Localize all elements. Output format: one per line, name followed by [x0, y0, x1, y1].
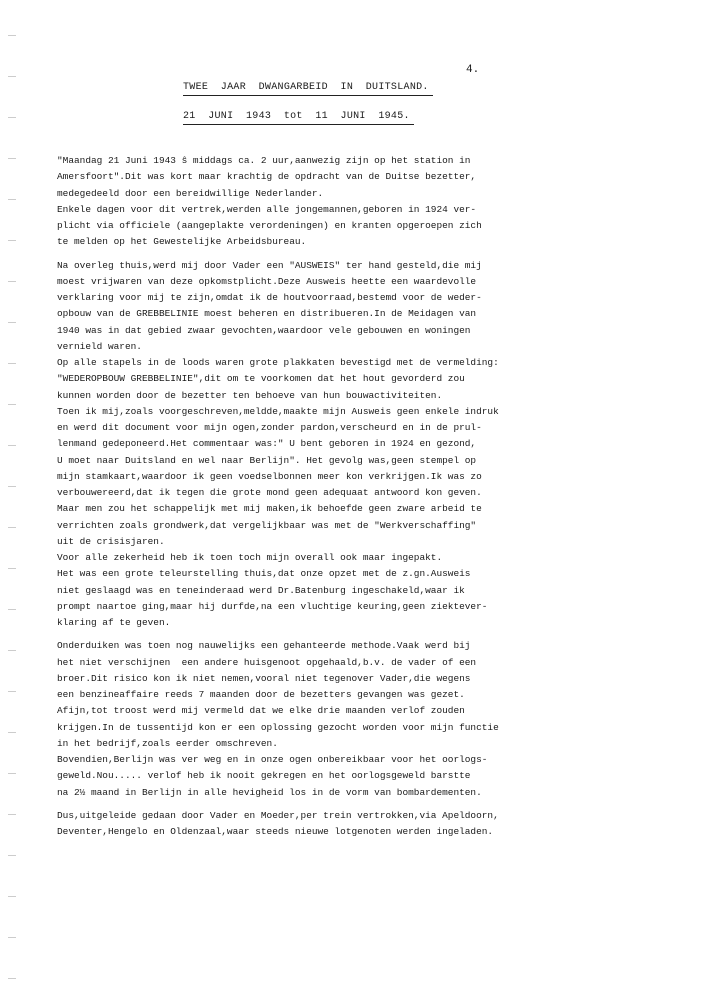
text-line: Dus,uitgeleide gedaan door Vader en Moeder,per trein vertrokken,via Apeldoorn, — [57, 809, 499, 821]
margin-tick — [8, 35, 16, 36]
margin-tick — [8, 855, 16, 856]
margin-tick — [8, 199, 16, 200]
text-line: Voor alle zekerheid heb ik toen toch mijn overall ook maar ingepakt. — [57, 552, 443, 563]
margin-tick — [8, 322, 16, 323]
margin-tick — [8, 281, 16, 282]
document-title: TWEE JAAR DWANGARBEID IN DUITSLAND. — [183, 82, 433, 96]
text-line: Het was een grote teleurstelling thuis,dat onze opzet met de z.gn.Ausweis — [57, 568, 471, 580]
text-line: geweld.Nou..... verlof heb ik nooit gekregen en het oorlogsgeweld barstte — [57, 770, 471, 782]
text-line: opbouw van de GREBBELINIE moest beheren en distribueren.In de Meidagen van — [57, 308, 477, 320]
text-line: niet geslaagd was en teneinderaad werd Dr.Batenburg ingeschakeld,waar ik — [57, 584, 465, 596]
text-line: "Maandag 21 Juni 1943 ŝ middags ca. 2 uur,aanwezig zijn op het station in — [57, 155, 471, 166]
paragraph-gap — [57, 631, 677, 638]
margin-tick — [8, 568, 16, 569]
paragraph — [57, 808, 677, 841]
text-line: verklaring voor mij te zijn,omdat ik de houtvoorraad,bestemd voor de weder- — [57, 292, 482, 303]
paragraph-gap — [57, 251, 677, 258]
text-line: klaring af te geven. — [57, 617, 171, 628]
margin-tick — [8, 937, 16, 938]
text-line: 1940 was in dat gebied zwaar gevochten,waardoor vele gebouwen en woningen — [57, 324, 471, 336]
margin-tick — [8, 445, 16, 446]
margin-tick — [8, 650, 16, 651]
text-line: prompt naartoe ging,maar hij durfde,na een vluchtige keuring,geen ziektever- — [57, 600, 488, 612]
text-line: Na overleg thuis,werd mij door Vader een "AUSWEIS" ter hand gesteld,die mij — [57, 259, 482, 271]
text-line: verrichten zoals grondwerk,dat vergelijkbaar was met de "Werkverschaffing" — [57, 519, 477, 531]
text-line: verbouwereerd,dat ik tegen die grote mond geen adequaat antwoord kon geven. — [57, 487, 482, 498]
text-line: het niet verschijnen een andere huisgenoot opgehaald,b.v. de vader of een — [57, 656, 477, 668]
margin-tick — [8, 978, 16, 979]
margin-tick — [8, 117, 16, 118]
text-line: Op alle stapels in de loods waren grote plakkaten bevestigd met de vermelding: — [57, 357, 499, 368]
margin-tick — [8, 773, 16, 774]
margin-tick — [8, 486, 16, 487]
text-line: Amersfoort".Dit was kort maar krachtig de opdracht van de Duitse bezetter, — [57, 171, 477, 183]
text-line: Enkele dagen voor dit vertrek,werden alle jongemannen,geboren in 1924 ver- — [57, 203, 477, 215]
margin-tick — [8, 158, 16, 159]
margin-tick — [8, 691, 16, 692]
margin-tick — [8, 896, 16, 897]
text-line: "WEDEROPBOUW GREBBELINIE",dit om te voorkomen dat het hout gevorderd zou — [57, 373, 465, 385]
text-line: Afijn,tot troost werd mij vermeld dat we elke drie maanden verlof zouden — [57, 705, 465, 717]
text-line: een benzineaffaire reeds 7 maanden door de bezetters gevangen was gezet. — [57, 689, 465, 700]
text-line: vernield waren. — [57, 340, 142, 352]
margin-tick — [8, 814, 16, 815]
page-number: 4. — [466, 64, 480, 76]
text-line: uit de crisisjaren. — [57, 535, 165, 547]
margin-tick — [8, 363, 16, 364]
margin-tick — [8, 732, 16, 733]
text-line: Bovendien,Berlijn was ver weg en in onze ogen onbereikbaar voor het oorlogs- — [57, 754, 488, 765]
text-line: Deventer,Hengelo en Oldenzaal,waar steeds nieuwe lotgenoten werden ingeladen. — [57, 826, 494, 837]
text-line: Maar men zou het schappelijk met mij maken,ik behoefde geen zware arbeid te — [57, 503, 482, 515]
text-line: te melden op het Gewestelijke Arbeidsbureau. — [57, 236, 307, 248]
document-body — [57, 153, 677, 840]
paragraph — [57, 258, 677, 632]
text-line: in het bedrijf,zoals eerder omschreven. — [57, 737, 278, 749]
text-line: Onderduiken was toen nog nauwelijks een gehanteerde methode.Vaak werd bij — [57, 640, 471, 652]
text-line: mijn stamkaart,waardoor ik geen voedselbonnen meer kon verkrijgen.Ik was zo — [57, 470, 482, 482]
text-line: na 2½ maand in Berlijn in alle hevigheid los in de vorm van bombardementen. — [57, 786, 482, 798]
text-line: moest vrijwaren van deze opkomstplicht.Deze Ausweis heette een waardevolle — [57, 275, 477, 287]
margin-tick — [8, 404, 16, 405]
margin-tick — [8, 240, 16, 241]
text-line: Toen ik mij,zoals voorgeschreven,meldde,maakte mijn Ausweis geen enkele indruk — [57, 405, 499, 417]
document-subtitle: 21 JUNI 1943 tot 11 JUNI 1945. — [183, 111, 414, 125]
margin-tick — [8, 76, 16, 77]
text-line: en werd dit document voor mijn ogen,zonder pardon,verscheurd en in de prul- — [57, 422, 482, 433]
text-line: medegedeeld door een bereidwillige Nederlander. — [57, 187, 324, 199]
text-line: lenmand gedeponeerd.Het commentaar was:" U bent geboren in 1924 en gezond, — [57, 438, 477, 450]
text-line: broer.Dit risico kon ik niet nemen,vooral niet tegenover Vader,die wegens — [57, 672, 471, 684]
paragraph-gap — [57, 801, 677, 808]
text-line: plicht via officiele (aangeplakte verordeningen) en kranten opgeroepen zich — [57, 220, 482, 231]
margin-tick — [8, 609, 16, 610]
paragraph — [57, 638, 677, 801]
text-line: krijgen.In de tussentijd kon er een oplossing gezocht worden voor mijn functie — [57, 721, 499, 733]
margin-tick — [8, 527, 16, 528]
text-line: kunnen worden door de bezetter ten behoeve van hun bouwactiviteiten. — [57, 389, 443, 401]
paragraph — [57, 153, 677, 251]
text-line: U moet naar Duitsland en wel naar Berlijn". Het gevolg was,geen stempel op — [57, 454, 477, 466]
